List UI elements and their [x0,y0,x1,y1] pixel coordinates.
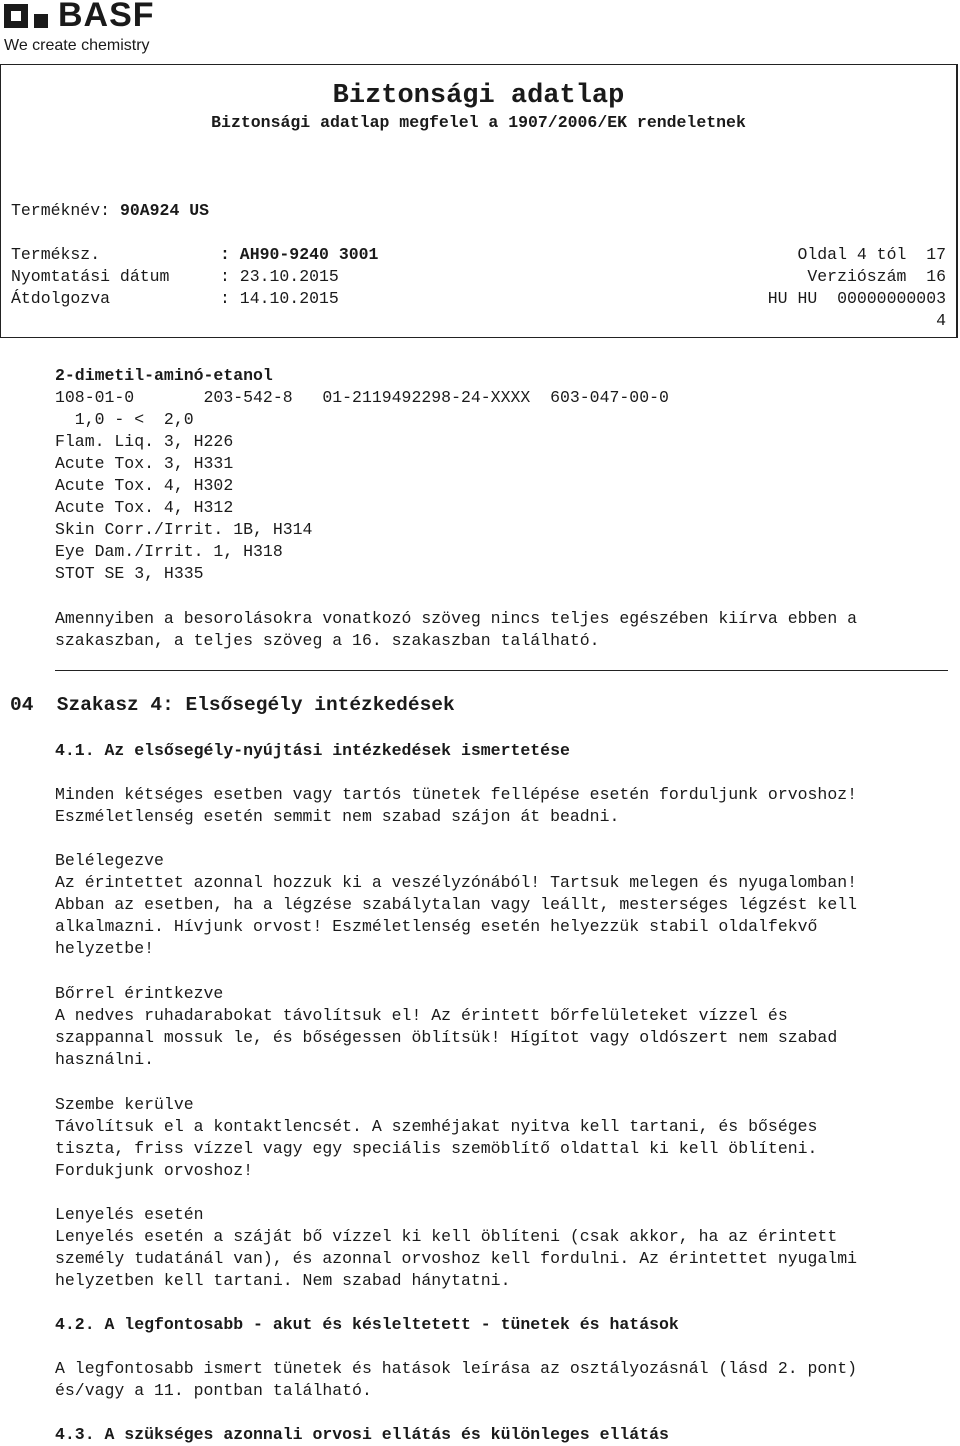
basf-logo [4,0,204,60]
skin-label: Bőrrel érintkezve [55,984,224,1003]
version-number: Verziószám 16 [807,267,946,286]
print-date: : 23.10.2015 [220,267,339,286]
hazard-class: Acute Tox. 4, H312 [55,498,234,517]
substance-name: 2-dimetil-aminó-etanol [55,366,273,385]
general-advice: Minden kétséges esetben vagy tartós tünetek fellépése esetén forduljunk orvoshoz! [55,785,858,804]
general-advice: Eszméletlenség esetén semmit nem szabad szájon át beadni. [55,807,620,826]
symptoms-text: és/vagy a 11. pontban található. [55,1381,372,1400]
subsection-4-3-title: 4.3. A szükséges azonnali orvosi ellátás és különleges ellátás [55,1425,669,1444]
hazard-class: Acute Tox. 4, H302 [55,476,234,495]
logo-word: BASF [58,0,155,34]
hazard-class: Flam. Liq. 3, H226 [55,432,234,451]
print-date-label: Nyomtatási dátum [11,267,170,286]
eye-text: Fordukjunk orvoshoz! [55,1161,254,1180]
revised-date: : 14.10.2015 [220,289,339,308]
hazard-class: STOT SE 3, H335 [55,564,204,583]
document-header [0,64,958,338]
logo-tagline: We create chemistry [4,37,150,54]
product-name-row [11,201,209,220]
eye-label: Szembe kerülve [55,1095,194,1114]
subsection-4-2-title: 4.2. A legfontosabb - akut és késleltetett - tünetek és hatások [55,1315,679,1334]
eye-text: tiszta, friss vízzel vagy egy speciális szemöblítő oldattal ki kell öblíteni. [55,1139,818,1158]
skin-text: szappannal mossuk le, és bőségessen öblítsük! Hígítot vagy oldószert nem szabad [55,1028,838,1047]
symptoms-text: A legfontosabb ismert tünetek és hatások leírása az osztályozásnál (lásd 2. pont) [55,1359,858,1378]
product-name-label: Terméknév: [11,201,111,220]
page-indicator: Oldal 4 tól 17 [797,245,946,264]
hazard-class: Skin Corr./Irrit. 1B, H314 [55,520,313,539]
document-subtitle: Biztonsági adatlap megfelel a 1907/2006/EK rendeletnek [211,113,746,132]
document-title: Biztonsági adatlap [332,81,625,111]
page-mark: 4 [936,311,946,330]
revised-label: Átdolgozva [11,289,111,308]
ingestion-text: Lenyelés esetén a száját bő vízzel ki kell öblíteni (csak akkor, ha az érintett [55,1227,838,1246]
section-divider [55,670,948,671]
inhalation-text: helyzetbe! [55,939,155,958]
classification-note: Amennyiben a besorolásokra vonatkozó szöveg nincs teljes egészében kiírva ebben a [55,609,858,628]
skin-text: használni. [55,1050,155,1069]
classification-note: szakaszban, a teljes szöveg a 16. szakaszban található. [55,631,600,650]
subsection-4-1-title: 4.1. Az elsősegély-nyújtási intézkedések ismertetése [55,741,570,760]
inhalation-text: Az érintettet azonnal hozzuk ki a veszélyzónából! Tartsuk melegen és nyugalomban! [55,873,858,892]
ingestion-label: Lenyelés esetén [55,1205,204,1224]
ingestion-text: személy tudatánál van), és azonnal orvoshoz kell fordulni. Az érintettet nyugalmi [55,1249,858,1268]
section-title: 04 Szakasz 4: Elsősegély intézkedések [10,694,455,716]
hazard-class: Eye Dam./Irrit. 1, H318 [55,542,283,561]
inhalation-label: Belélegezve [55,851,164,870]
skin-text: A nedves ruhadarabokat távolítsuk el! Az érintett bőrfelületeket vízzel és [55,1006,788,1025]
inhalation-text: alkalmazni. Hívjunk orvost! Eszméletlenség esetén helyezzük stabil oldalfekvő [55,917,818,936]
basf-logo-mark-icon [4,2,60,30]
product-no-label: Terméksz. [11,245,101,264]
product-no: : AH90-9240 3001 [220,245,379,264]
substance-ids: 108-01-0 203-542-8 01-2119492298-24-XXXX 603-047-00-0 [55,388,669,407]
ingestion-text: helyzetben kell tartani. Nem szabad hánytatni. [55,1271,511,1290]
concentration-range: 1,0 - < 2,0 [55,410,194,429]
document-code: HU HU 00000000003 [767,289,946,308]
product-name: 90A924 US [119,201,210,220]
product-no-row [11,245,100,264]
eye-text: Távolítsuk el a kontaktlencsét. A szemhéjakat nyitva kell tartani, és bőséges [55,1117,818,1136]
hazard-class: Acute Tox. 3, H331 [55,454,234,473]
inhalation-text: Abban az esetben, ha a légzése szabálytalan vagy leállt, mesterséges légzést kell [55,895,858,914]
